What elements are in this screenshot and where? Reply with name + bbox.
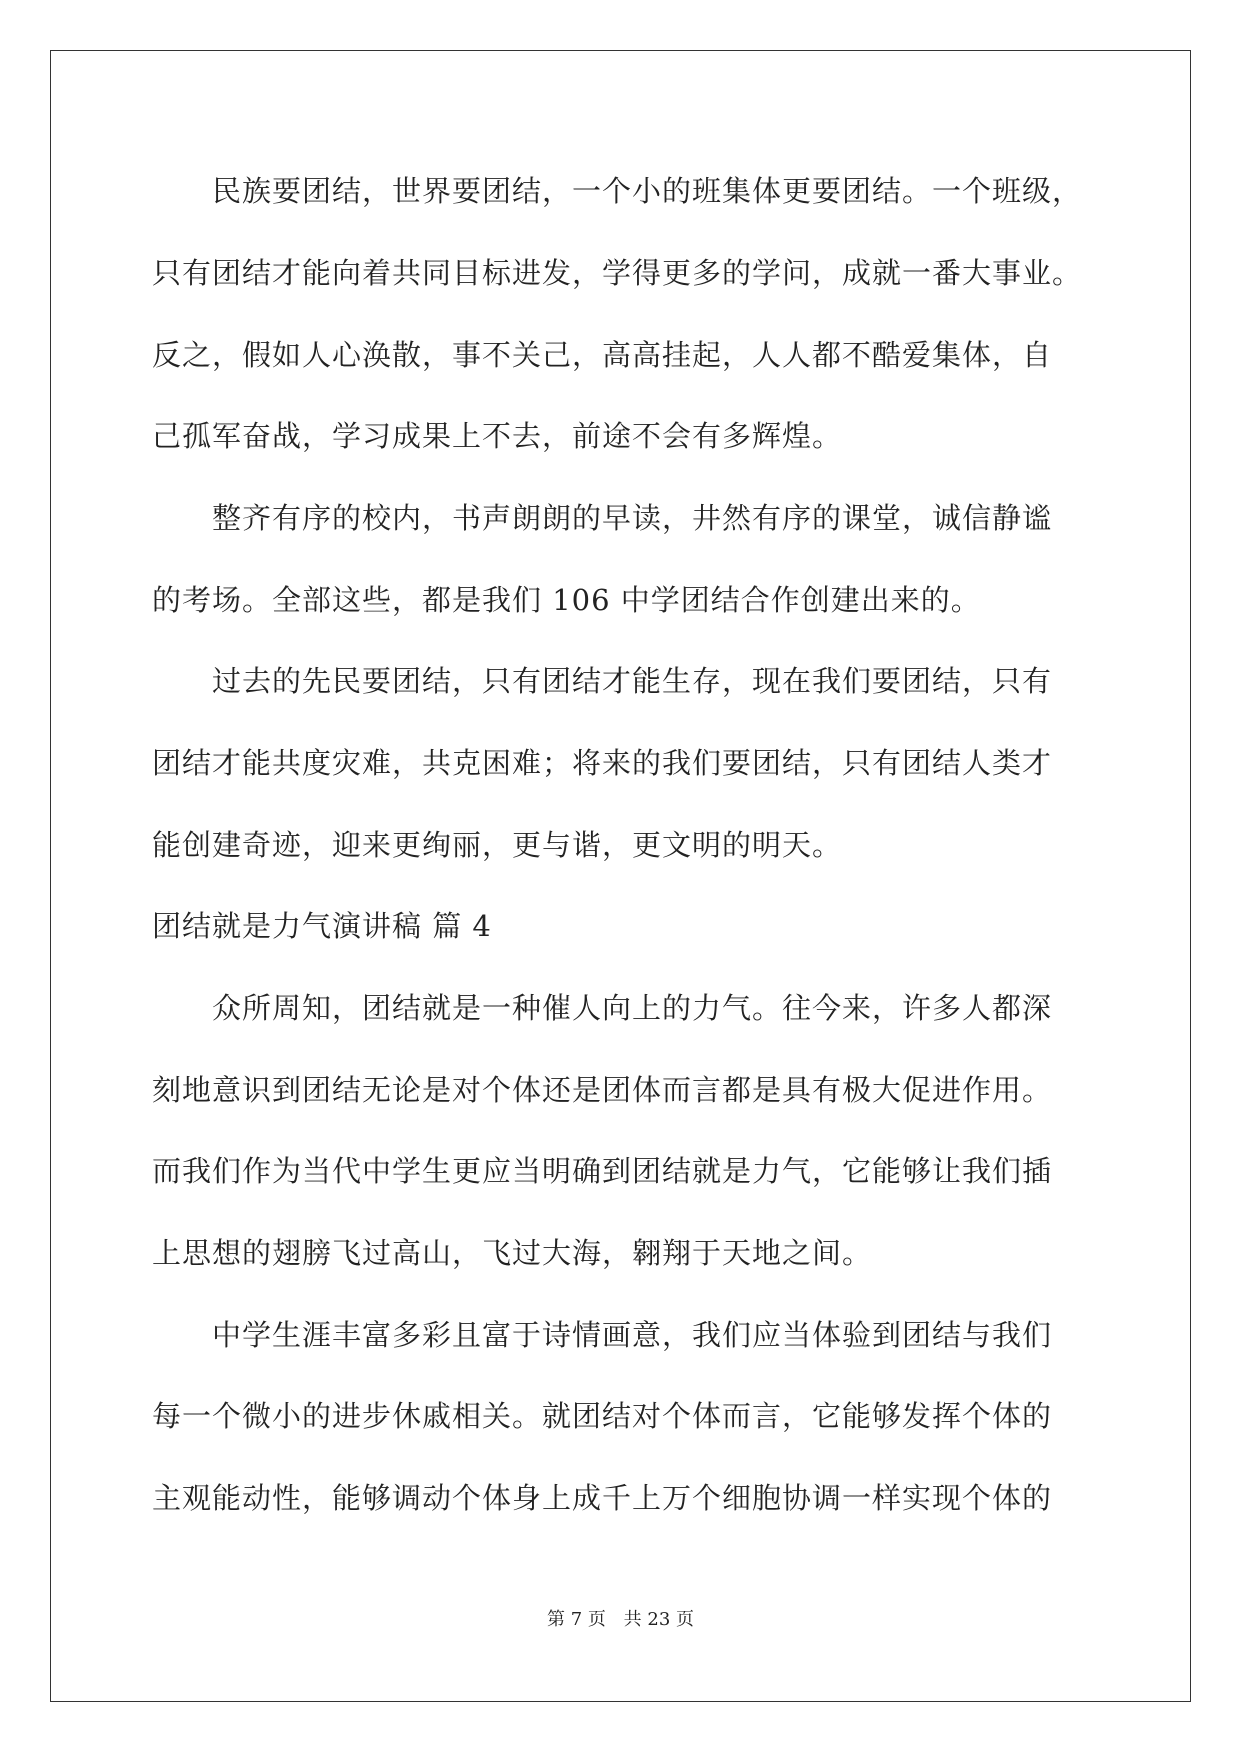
paragraph-line: 团结才能共度灾难，共克困难；将来的我们要团结，只有团结人类才 <box>152 746 1053 780</box>
page-frame <box>50 50 1191 1702</box>
paragraph-line: 主观能动性，能够调动个体身上成千上万个细胞协调一样实现个体的 <box>152 1481 1053 1515</box>
paragraph-line: 每一个微小的进步休戚相关。就团结对个体而言，它能够发挥个体的 <box>152 1399 1053 1433</box>
paragraph-line: 整齐有序的校内，书声朗朗的早读，井然有序的课堂，诚信静谧 <box>152 501 1053 535</box>
paragraph-line: 而我们作为当代中学生更应当明确到团结就是力气，它能够让我们插 <box>152 1154 1053 1188</box>
page-total: 共 23 页 <box>623 1609 694 1630</box>
paragraph-line: 的考场。全部这些，都是我们 106 中学团结合作创建出来的。 <box>152 583 981 617</box>
paragraph-line: 民族要团结，世界要团结，一个小的班集体更要团结。一个班级， <box>152 174 1083 208</box>
paragraph-line: 上思想的翅膀飞过高山，飞过大海，翱翔于天地之间。 <box>152 1236 873 1270</box>
page-number: 第 7 页 <box>547 1609 606 1630</box>
section-heading: 团结就是力气演讲稿 篇 4 <box>152 909 492 943</box>
paragraph-line: 己孤军奋战，学习成果上不去，前途不会有多辉煌。 <box>152 419 843 453</box>
page-footer <box>0 1605 1241 1631</box>
paragraph-line: 中学生涯丰富多彩且富于诗情画意，我们应当体验到团结与我们 <box>152 1318 1053 1352</box>
paragraph-line: 刻地意识到团结无论是对个体还是团体而言都是具有极大促进作用。 <box>152 1073 1053 1107</box>
paragraph-line: 只有团结才能向着共同目标进发，学得更多的学问，成就一番大事业。 <box>152 256 1083 290</box>
paragraph-line: 能创建奇迹，迎来更绚丽，更与谐，更文明的明天。 <box>152 828 843 862</box>
paragraph-line: 反之，假如人心涣散，事不关己，高高挂起，人人都不酷爱集体，自 <box>152 338 1053 372</box>
paragraph-line: 众所周知，团结就是一种催人向上的力气。往今来，许多人都深 <box>152 991 1053 1025</box>
paragraph-line: 过去的先民要团结，只有团结才能生存，现在我们要团结，只有 <box>152 664 1053 698</box>
